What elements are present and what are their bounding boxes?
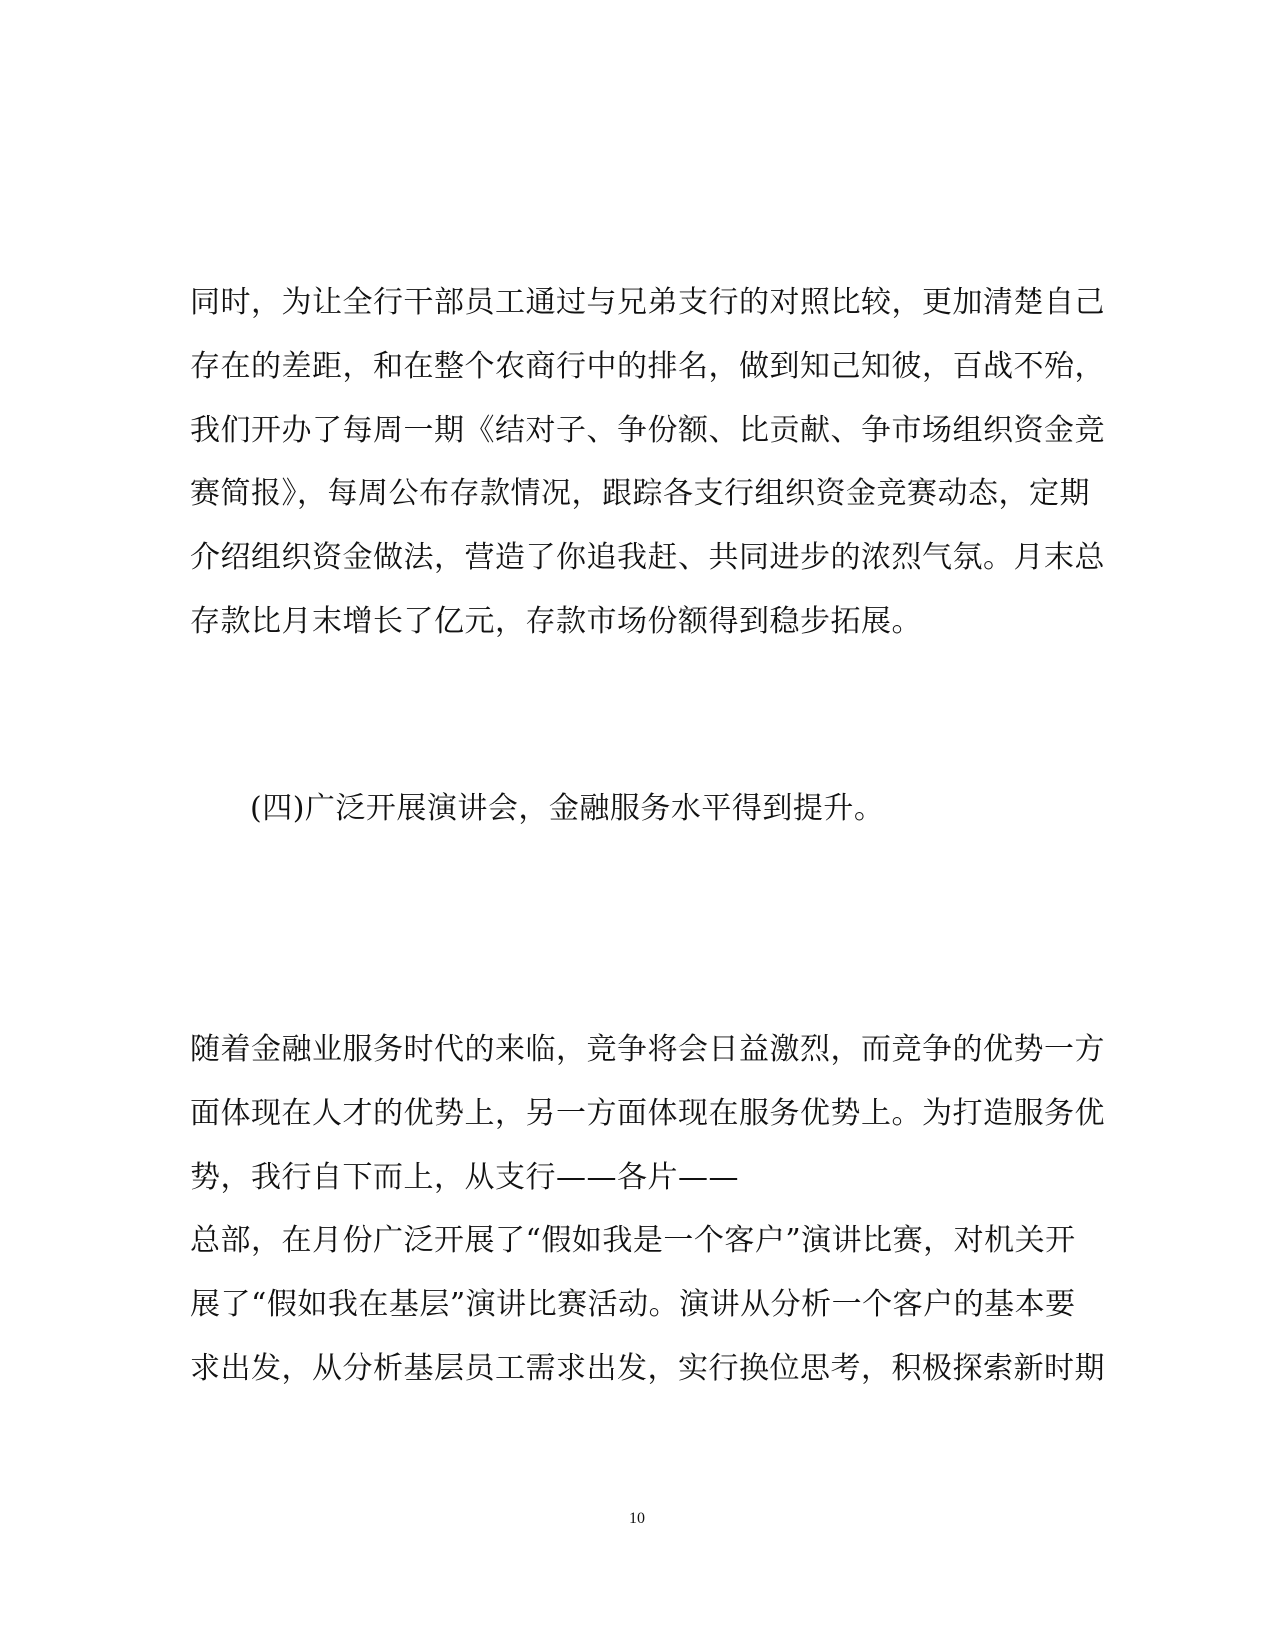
text-line: 赛简报》，每周公布存款情况，跟踪各支行组织资金竞赛动态，定期 <box>190 476 1090 511</box>
text-line: 总部，在月份广泛开展了“假如我是一个客户”演讲比赛，对机关开 <box>190 1223 1076 1258</box>
text-line: 同时，为让全行干部员工通过与兄弟支行的对照比较，更加清楚自己 <box>190 285 1105 320</box>
text-line: 展了“假如我在基层”演讲比赛活动。演讲从分析一个客户的基本要 <box>190 1287 1076 1322</box>
text-line: 求出发，从分析基层员工需求出发，实行换位思考，积极探索新时期 <box>190 1351 1105 1386</box>
text-line: 我们开办了每周一期《结对子、争份额、比贡献、争市场组织资金竞 <box>190 413 1105 448</box>
text-line: 势，我行自下而上，从支行——各片—— <box>190 1160 739 1195</box>
text-line: 存款比月末增长了亿元，存款市场份额得到稳步拓展。 <box>190 604 922 639</box>
text-line: 面体现在人才的优势上，另一方面体现在服务优势上。为打造服务优 <box>190 1096 1105 1131</box>
text-line: 随着金融业服务时代的来临，竞争将会日益激烈，而竞争的优势一方 <box>190 1032 1105 1067</box>
text-line: 介绍组织资金做法，营造了你追我赶、共同进步的浓烈气氛。月末总 <box>190 540 1105 575</box>
page-number: 10 <box>629 1510 645 1527</box>
text-line: 存在的差距，和在整个农商行中的排名，做到知己知彼，百战不殆， <box>190 349 1105 384</box>
section-heading: (四)广泛开展演讲会，金融服务水平得到提升。 <box>250 791 885 826</box>
